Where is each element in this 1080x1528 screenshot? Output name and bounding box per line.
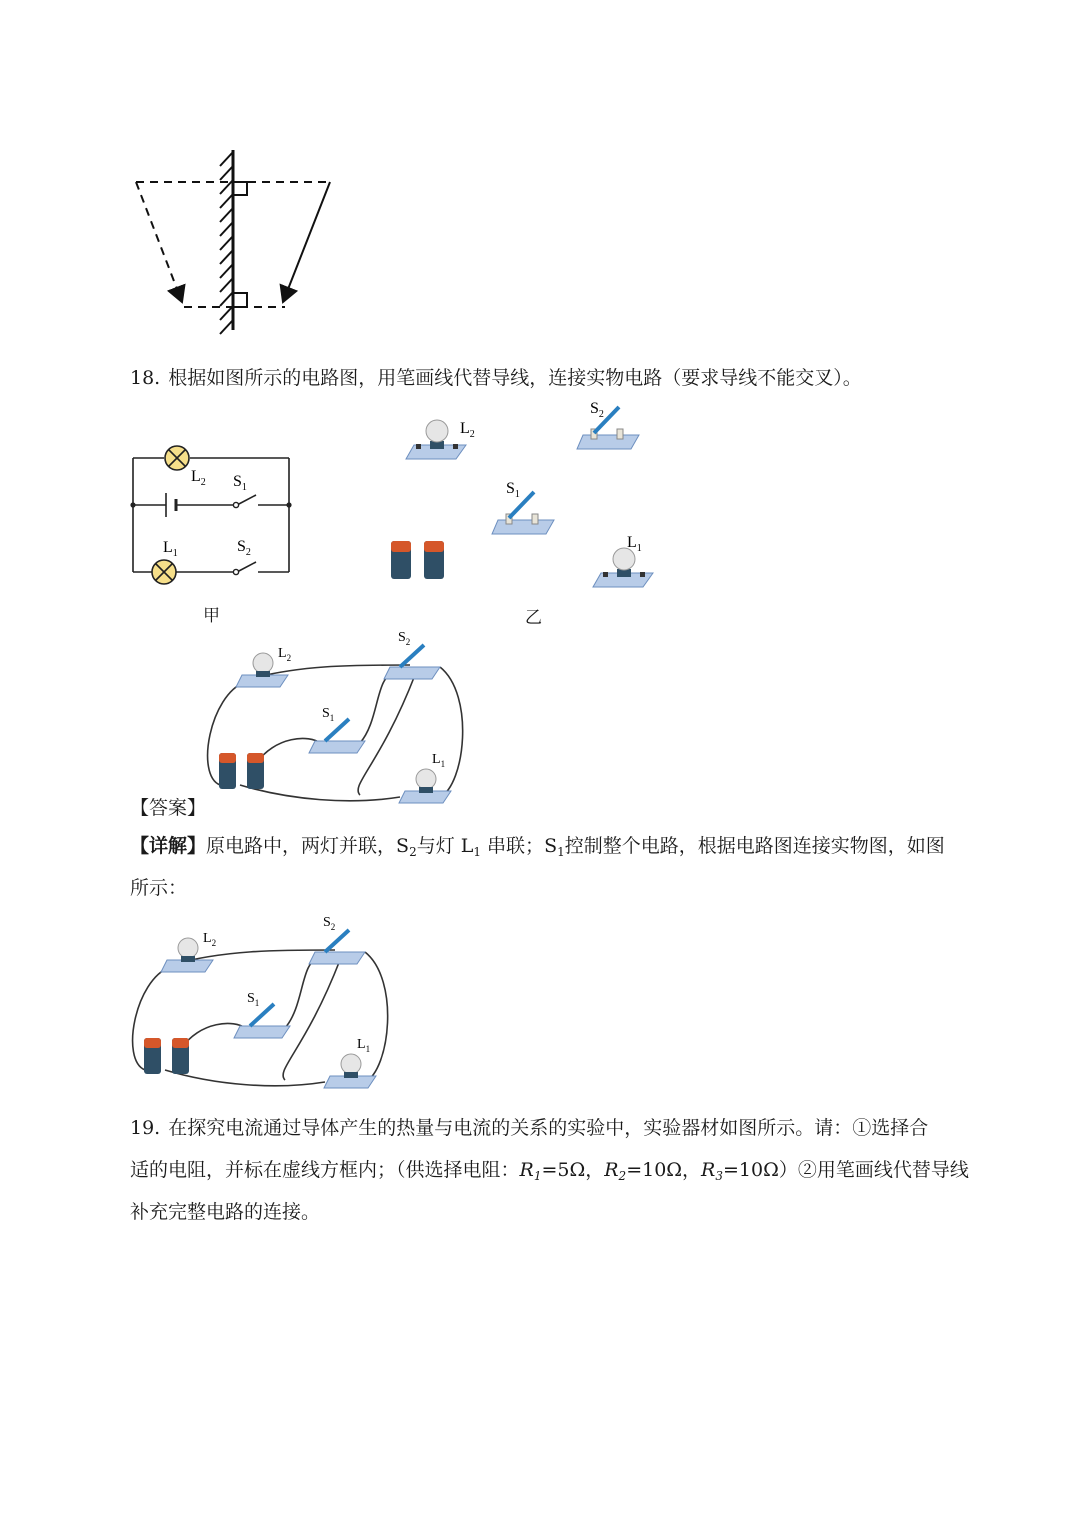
mirror-diagram <box>120 140 360 340</box>
q19-number: 19. <box>130 1117 161 1139</box>
label-S2: $S_2$ <box>237 538 251 558</box>
bulb-L1 <box>593 548 653 587</box>
svg-text:L1: $L_1$ <box>357 1037 371 1054</box>
switch-S2 <box>577 407 639 449</box>
bulb-L2 <box>406 420 466 459</box>
switch-S1 <box>492 492 554 534</box>
q19-line-2: 适的电阻，并标在虚线方框内；（供选择电阻：$R_1=5\Omega$，$R_2=10\Omega$，$R_3=10\Omega)②$用笔画线代替导线 <box>130 1159 969 1183</box>
detail-label: 【详解】 <box>130 835 207 857</box>
label-L1: $L_1$ <box>163 539 178 559</box>
circuit-schematic-jia <box>120 440 310 590</box>
answer-label: 【答案】 <box>130 797 207 819</box>
q18-prompt: 根据如图所示的电路图，用笔画线代替导线，连接实物电路（要求导线不能交叉）。 <box>168 367 862 389</box>
svg-text:L1: $L_1$ <box>432 752 446 769</box>
connected-circuit-2 <box>125 910 405 1095</box>
detail-line-2: 所示： <box>130 877 188 899</box>
svg-text:L2: $L_2$ <box>203 931 217 948</box>
q19-line-1: 19. 在探究电流通过导体产生的热量与电流的关系的实验中，实验器材如图所示。请：①选择合 <box>130 1117 929 1139</box>
fig-caption-yi: 乙 <box>525 608 542 627</box>
svg-text:S1: $S_1$ <box>247 991 260 1008</box>
svg-text:S1: $S_1$ <box>322 706 335 723</box>
svg-text:L2: $L_2$ <box>278 646 292 663</box>
label-S1: $S_1$ <box>233 473 247 493</box>
batteries <box>391 541 444 579</box>
q18-number: 18. <box>130 367 161 389</box>
svg-text:S2: $S_2$ <box>323 915 336 932</box>
q18-text <box>130 366 862 390</box>
detail-line-1: 【详解】原电路中，两灯并联，$S_2$与灯 $L_1$ 串联；$S_1$控制整个电路，根据电路图连接实物图，如图 <box>130 835 945 859</box>
svg-text:L2: $L_2$ <box>460 420 475 440</box>
svg-text:S1: $S_1$ <box>506 480 520 500</box>
label-L2: $L_2$ <box>191 468 206 488</box>
q19-line-3: 补充完整电路的连接。 <box>130 1201 321 1223</box>
physical-components-yi <box>380 395 680 605</box>
svg-text:L1: $L_1$ <box>627 534 642 554</box>
fig-caption-jia: 甲 <box>203 606 220 625</box>
svg-text:S2: $S_2$ <box>590 400 604 420</box>
svg-text:S2: $S_2$ <box>398 630 411 647</box>
connected-circuit-1 <box>200 625 480 810</box>
